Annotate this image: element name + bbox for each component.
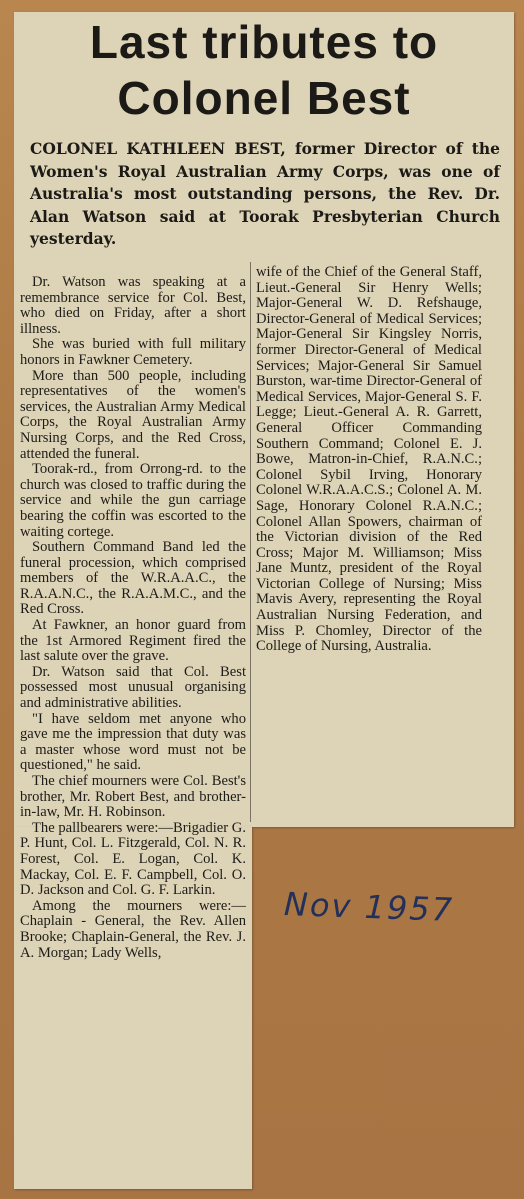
article-column-left [20, 275, 246, 961]
article-column-right [256, 265, 482, 655]
intro-paragraph: COLONEL KATHLEEN BEST, former Director of the Women's Royal Australian Army Corps, was one of Australia's most outstanding persons, the Rev. Dr. Alan Watson said at Toorak Presbyterian Church yesterday. [30, 139, 500, 248]
headline [14, 14, 514, 126]
paragraph: The pallbearers were:—Brigadier G. P. Hunt, Col. L. Fitzgerald, Col. N. R. Forest, Col. E. Logan, Col. K. Mackay, Col. E. F. Campbell, Col. O. D. Jackson and Col. G. F. Larkin. [20, 819, 246, 899]
paragraph: Southern Command Band led the funeral procession, which comprised members of the W.R.A.A.C., the R.A.A.N.C., the R.A.A.M.C., and the Red Cross. [20, 539, 246, 618]
headline-line-1: Last tributes to [89, 16, 439, 68]
paragraph: Toorak-rd., from Orrong-rd. to the church was closed to traffic during the service and while the gun carriage bearing the coffin was escorted to the waiting cortege. [20, 461, 246, 540]
paragraph: Among the mourners were:—Chaplain - General, the Rev. Allen Brooke; Chaplain-General, the Rev. J. A. Morgan; Lady Wells, [20, 897, 246, 961]
paragraph: She was buried with full military honors in Fawkner Cemetery. [20, 336, 246, 368]
handwritten-date: Nov 1957 [283, 885, 455, 929]
paragraph: "I have seldom met anyone who gave me the impression that duty was a master whose word must not be questioned," he said. [20, 710, 246, 774]
paragraph: wife of the Chief of the General Staff, Lieut.-General Sir Henry Wells; Major-General W. D. Refshauge, Director-General of Medical Services; Major-General Sir Kingsley Norris, former Director-General of Medical Services; Major-General Sir Samuel Burston, war-time Director-General of Medical Services, Major-General S. F. Legge; Lieut.-General A. R. Garrett, General Officer Commanding Southern Command; Colonel E. J. Bowe, Matron-in-Chief, R.A.N.C.; Colonel Sybil Irving, Honorary Colonel W.R.A.A.C.S.; Colonel A. M. Sage, Honorary Colonel R.A.N.C.; Colonel Allan Spowers, chairman of the Victorian division of the Red Cross; Major M. Williamson; Miss Jane Muntz, president of the Royal Victorian College of Nursing; Miss Mavis Avery, representing the Royal Australian Nursing Federation, and Miss P. Chomley, Director of the College of Nursing, Australia. [256, 264, 482, 655]
paragraph: The chief mourners were Col. Best's brother, Mr. Robert Best, and brother-in-law, Mr. H. Robinson. [20, 773, 246, 821]
paragraph: At Fawkner, an honor guard from the 1st Armored Regiment fired the last salute over the grave. [20, 617, 246, 665]
paragraph: More than 500 people, including representatives of the women's services, the Australian Army Medical Corps, the Royal Australian Army Nursing Corps, and the Red Cross, attended the funeral. [20, 367, 246, 462]
column-divider [250, 262, 251, 822]
paragraph: Dr. Watson said that Col. Best possessed most unusual organising and administrative abilities. [20, 663, 246, 712]
paragraph: Dr. Watson was speaking at a remembrance service for Col. Best, who died on Friday, after a short illness. [20, 274, 246, 337]
headline-line-2: Colonel Best [117, 72, 411, 124]
